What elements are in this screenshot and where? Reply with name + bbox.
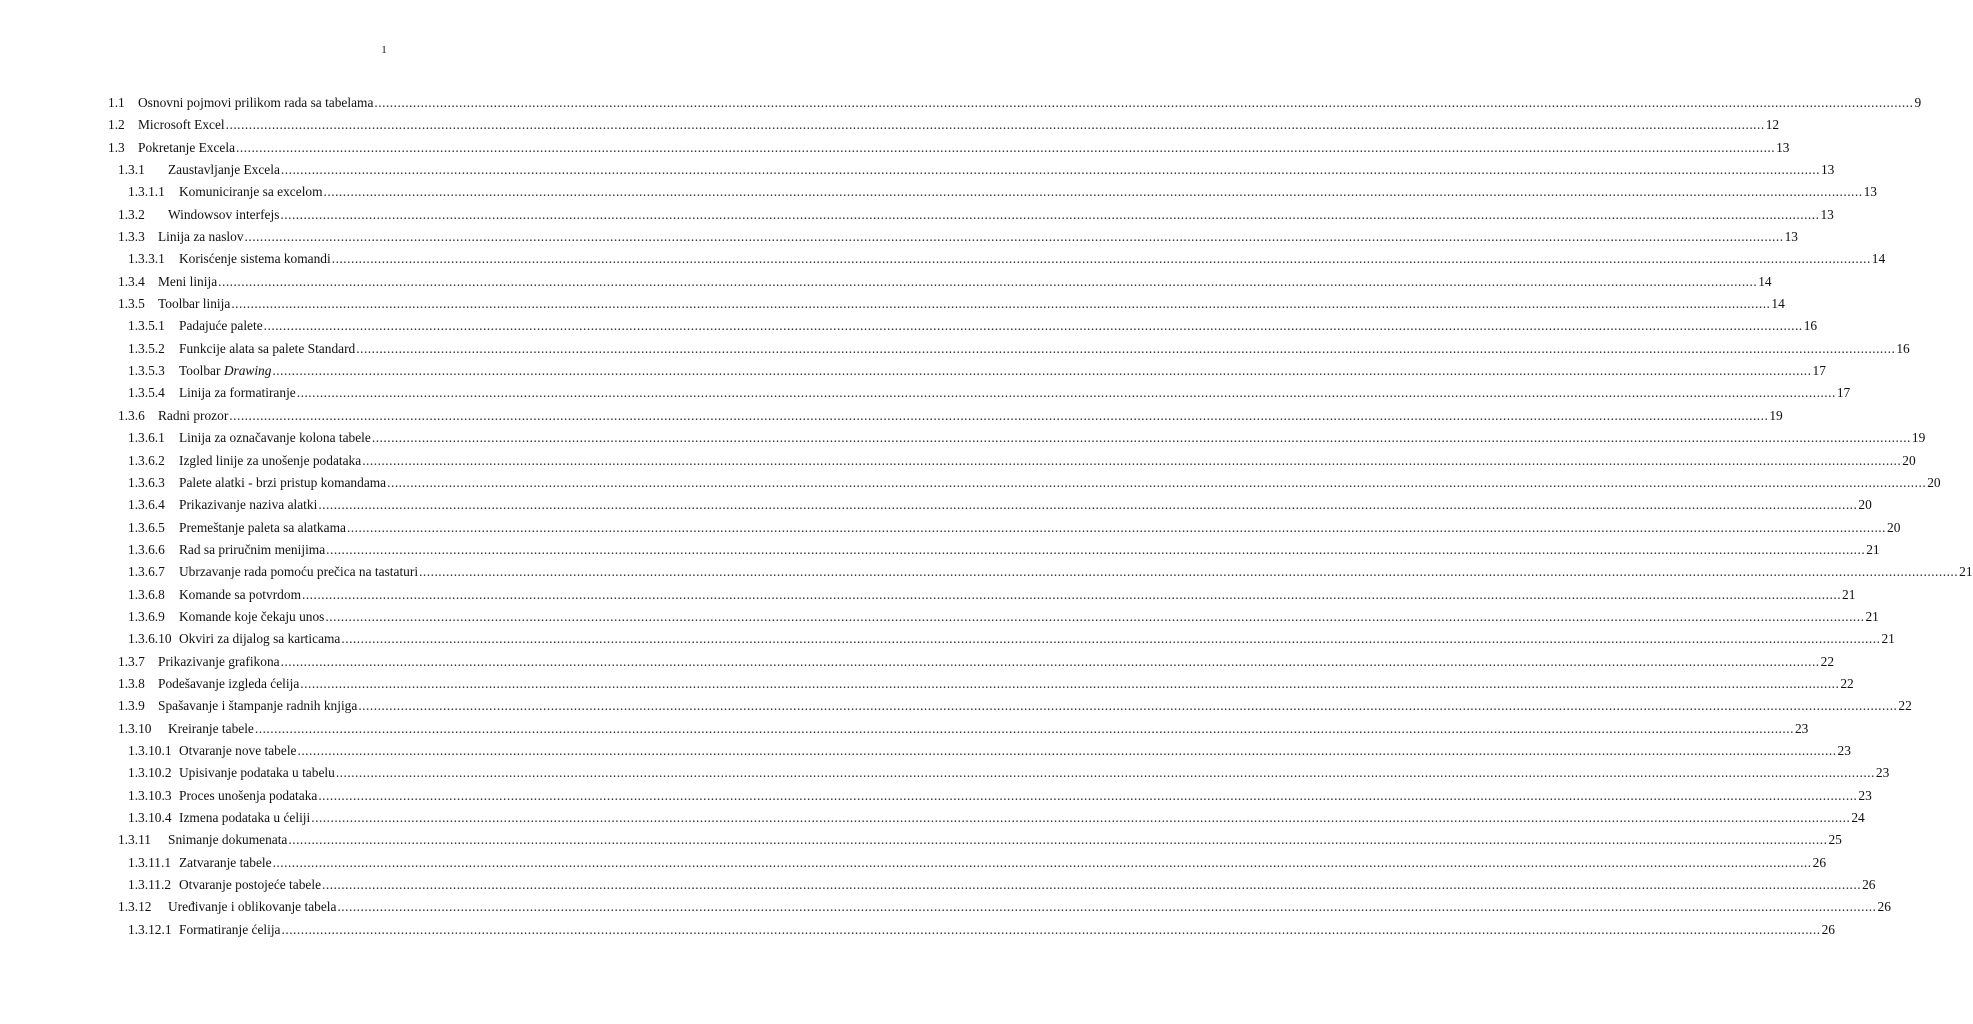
toc-entry[interactable] [108,874,1876,896]
toc-leader-dots: ................................................................................................................................................................................................................................................................................................................................................................................................................ [236,139,1776,155]
toc-entry-number: 1.3.6.3 [128,474,165,490]
toc-leader-dots: ................................................................................................................................................................................................................................................................................................................................................................................................................ [244,229,1784,245]
toc-entry-number: 1.3.1.1 [128,184,165,200]
toc-leader-dots: ................................................................................................................................................................................................................................................................................................................................................................................................................ [387,474,1927,490]
toc-entry-number: 1.3.6.8 [128,586,165,602]
toc-entry-title: Proces unošenja podataka [179,787,318,803]
toc-leader-dots: ................................................................................................................................................................................................................................................................................................................................................................................................................ [229,407,1769,423]
toc-entry-title: Meni linija [158,273,218,289]
toc-leader-dots: ................................................................................................................................................................................................................................................................................................................................................................................................................ [362,452,1902,468]
toc-leader-dots: ................................................................................................................................................................................................................................................................................................................................................................................................................ [374,95,1914,110]
toc-entry-title: Komande sa potvrdom [179,586,301,602]
toc-entry[interactable] [108,360,1826,382]
toc-entry-title: Radni prozor [158,407,229,423]
toc-leader-dots: ................................................................................................................................................................................................................................................................................................................................................................................................................ [280,653,1820,669]
toc-leader-dots: ................................................................................................................................................................................................................................................................................................................................................................................................................ [263,318,1803,334]
toc-entry-number: 1.3.11 [118,832,151,848]
toc-entry-page: 22 [1840,675,1854,691]
toc-entry-title: Microsoft Excel [138,117,225,133]
toc-entry[interactable] [108,807,1865,829]
toc-entry[interactable] [108,114,1780,136]
toc-entry-title: Toolbar Drawing [179,363,272,379]
toc-entry-number: 1.3.12.1 [128,921,172,937]
toc-entry[interactable] [108,472,1941,494]
toc-leader-dots: ................................................................................................................................................................................................................................................................................................................................................................................................................ [280,206,1820,222]
toc-entry-title: Linija za naslov [158,229,244,245]
toc-entry-title: Izgled linije za unošenje podataka [179,452,362,468]
toc-entry[interactable] [108,181,1877,203]
toc-entry-title: Rad sa priručnim menijima [179,541,326,557]
toc-entry-page: 21 [1865,608,1879,624]
toc-entry-title: Kreiranje tabele [168,720,254,736]
toc-entry-number: 1.3.9 [118,698,145,714]
toc-entry-page: 26 [1812,854,1827,870]
toc-leader-dots: ................................................................................................................................................................................................................................................................................................................................................................................................................ [323,184,1863,200]
toc-entry-title: Osnovni pojmovi prilikom rada sa tabelama [138,95,374,110]
toc-entry-title: Spašavanje i štampanje radnih knjiga [158,698,358,714]
toc-entry-number: 1.3.8 [118,675,145,691]
toc-entry-title: Ubrzavanje rada pomoću prečica na tastaturi [179,564,419,580]
toc-leader-dots: ................................................................................................................................................................................................................................................................................................................................................................................................................ [288,832,1828,848]
toc-leader-dots: ................................................................................................................................................................................................................................................................................................................................................................................................................ [272,363,1812,379]
toc-entry-title: Uređivanje i oblikovanje tabela [168,899,337,915]
toc-entry[interactable] [108,271,1772,293]
toc-entry-number: 1.3.5.3 [128,363,165,379]
toc-leader-dots: ................................................................................................................................................................................................................................................................................................................................................................................................................ [337,899,1877,915]
toc-entry-number: 1.3.5.4 [128,385,165,401]
toc-entry-page: 13 [1784,229,1798,245]
toc-entry[interactable] [108,695,1912,717]
toc-entry-number: 1.3.11.1 [128,854,172,870]
toc-entry-title: Podešavanje izgleda ćelija [158,675,300,691]
toc-entry-number: 1.3.6.4 [128,497,165,513]
toc-entry-title: Formatiranje ćelija [179,921,281,937]
toc-entry[interactable] [108,919,1835,941]
toc-entry-title: Zatvaranje tabele [179,854,272,870]
toc-entry-number: 1.3.10.1 [128,742,172,758]
toc-entry-number: 1.3.1 [118,162,145,178]
toc-entry-page: 23 [1837,742,1851,758]
toc-entry-page: 13 [1776,139,1790,155]
toc-leader-dots: ................................................................................................................................................................................................................................................................................................................................................................................................................ [297,742,1837,758]
toc-entry-number: 1.3.7 [118,653,145,669]
toc-entry-number: 1.3.10 [118,720,152,736]
toc-entry-title: Okviri za dijalog sa karticama [179,631,341,647]
toc-entry-title: Premeštanje paleta sa alatkama [179,519,346,535]
toc-entry-title: Toolbar linija [158,296,231,312]
toc-entry-page: 23 [1794,720,1809,736]
toc-entry-number: 1.3.10.2 [128,765,172,781]
toc-entry-page: 20 [1902,452,1916,468]
toc-entry[interactable] [108,829,1842,851]
toc-entry[interactable] [108,561,1973,583]
toc-leader-dots: ................................................................................................................................................................................................................................................................................................................................................................................................................ [300,675,1840,691]
toc-entry-number: 1.3.10.4 [128,810,172,825]
toc-entry[interactable] [108,494,1872,516]
toc-entry[interactable] [108,584,1856,606]
toc-leader-dots: ................................................................................................................................................................................................................................................................................................................................................................................................................ [358,698,1898,714]
toc-entry[interactable] [108,137,1790,159]
toc-entry-number: 1.1 [108,95,125,110]
toc-leader-dots: ................................................................................................................................................................................................................................................................................................................................................................................................................ [331,251,1871,267]
toc-leader-dots: ................................................................................................................................................................................................................................................................................................................................................................................................................ [419,564,1959,580]
toc-entry-page: 26 [1862,877,1876,893]
toc-entry[interactable] [108,450,1916,472]
toc-entry[interactable] [108,159,1835,181]
toc-leader-dots: ................................................................................................................................................................................................................................................................................................................................................................................................................ [346,519,1886,535]
toc-entry[interactable] [108,606,1879,628]
toc-entry[interactable] [108,293,1785,315]
toc-entry-page: 13 [1863,184,1877,200]
toc-entry[interactable] [108,226,1798,248]
toc-entry[interactable] [108,651,1835,673]
toc-leader-dots: ................................................................................................................................................................................................................................................................................................................................................................................................................ [371,430,1911,446]
toc-entry-page: 23 [1875,765,1890,781]
toc-entry-page: 9 [1914,95,1922,110]
toc-entry-page: 19 [1911,430,1926,446]
toc-leader-dots: ................................................................................................................................................................................................................................................................................................................................................................................................................ [231,296,1771,312]
toc-entry-page: 26 [1821,921,1835,937]
toc-leader-dots: ................................................................................................................................................................................................................................................................................................................................................................................................................ [281,921,1821,937]
toc-entry[interactable] [108,673,1854,695]
toc-entry-page: 21 [1881,631,1895,647]
toc-leader-dots: ................................................................................................................................................................................................................................................................................................................................................................................................................ [318,787,1858,803]
toc-entry-page: 14 [1871,251,1886,267]
toc-entry-title: Prikazivanje grafikona [158,653,280,669]
toc-entry-page: 25 [1828,832,1842,848]
toc-entry-page: 22 [1898,698,1912,714]
toc-entry-page: 14 [1758,273,1772,289]
table-of-contents [108,92,1973,941]
toc-entry-title: Otvaranje postojeće tabele [179,877,322,893]
toc-entry-title: Funkcije alata sa palete Standard [179,340,356,356]
toc-entry-page: 22 [1820,653,1835,669]
toc-entry-page: 16 [1803,318,1818,334]
toc-entry-number: 1.3.6.5 [128,519,165,535]
toc-entry-page: 21 [1842,586,1856,602]
toc-entry-title: Izmena podataka u ćeliji [179,810,311,825]
toc-entry-number: 1.3.4 [118,273,145,289]
toc-entry-page: 21 [1959,564,1973,580]
toc-entry-number: 1.2 [108,117,125,133]
toc-entry-number: 1.3.10.3 [128,787,172,803]
toc-entry-page: 24 [1851,810,1865,825]
toc-entry-title: Otvaranje nove tabele [179,742,297,758]
toc-entry-page: 14 [1771,296,1785,312]
toc-leader-dots: ................................................................................................................................................................................................................................................................................................................................................................................................................ [254,720,1794,736]
toc-entry-number: 1.3.2 [118,206,145,222]
toc-entry-number: 1.3.5.1 [128,318,165,334]
toc-entry-number: 1.3.6.6 [128,541,165,557]
toc-entry-number: 1.3.6.1 [128,430,165,446]
toc-entry[interactable] [108,852,1827,874]
toc-entry[interactable] [108,718,1809,740]
toc-entry-title: Padajuće palete [179,318,263,334]
toc-leader-dots: ................................................................................................................................................................................................................................................................................................................................................................................................................ [225,117,1765,133]
toc-entry-number: 1.3.6.10 [128,631,172,647]
toc-leader-dots: ................................................................................................................................................................................................................................................................................................................................................................................................................ [280,162,1820,178]
toc-entry-page: 16 [1896,340,1910,356]
toc-entry-number: 1.3.5 [118,296,145,312]
toc-entry-page: 21 [1866,541,1880,557]
toc-entry-title: Zaustavljanje Excela [168,162,280,178]
toc-entry-title: Korisćenje sistema komandi [179,251,331,267]
toc-entry-number: 1.3.6.2 [128,452,165,468]
toc-entry-page: 13 [1820,162,1835,178]
toc-entry-title: Komande koje čekaju unos [179,608,325,624]
toc-entry-number: 1.3.6.7 [128,564,165,580]
toc-leader-dots: ................................................................................................................................................................................................................................................................................................................................................................................................................ [218,273,1758,289]
toc-entry[interactable] [108,338,1910,360]
toc-entry[interactable] [108,740,1851,762]
toc-leader-dots: ................................................................................................................................................................................................................................................................................................................................................................................................................ [341,631,1881,647]
toc-entry-number: 1.3.3 [118,229,145,245]
toc-entry[interactable] [108,539,1880,561]
toc-entry-number: 1.3.6 [118,407,145,423]
page-number: 1 [381,44,387,56]
toc-entry-title: Komuniciranje sa excelom [179,184,323,200]
toc-entry-title: Palete alatki - brzi pristup komandama [179,474,387,490]
toc-leader-dots: ................................................................................................................................................................................................................................................................................................................................................................................................................ [326,541,1866,557]
toc-entry-page: 12 [1765,117,1780,133]
toc-entry[interactable] [108,248,1886,270]
toc-entry[interactable] [108,92,1922,114]
toc-entry[interactable] [108,427,1926,449]
toc-entry-title: Windowsov interfejs [168,206,280,222]
toc-entry-page: 23 [1858,787,1872,803]
toc-entry-page: 26 [1877,899,1891,915]
toc-entry[interactable] [108,405,1783,427]
toc-entry-number: 1.3.11.2 [128,877,172,893]
toc-entry-page: 17 [1836,385,1851,401]
toc-entry-page: 20 [1858,497,1872,513]
toc-entry[interactable] [108,896,1891,918]
toc-entry-number: 1.3.6.9 [128,608,165,624]
toc-entry-number: 1.3.5.2 [128,340,165,356]
toc-entry-number: 1.3.12 [118,899,152,915]
toc-entry-number: 1.3 [108,139,125,155]
toc-entry-page: 19 [1769,407,1783,423]
toc-entry-title: Snimanje dokumenata [168,832,288,848]
toc-entry-page: 17 [1812,363,1826,379]
toc-entry-title: Linija za označavanje kolona tabele [179,430,371,446]
toc-entry[interactable] [108,204,1834,226]
toc-leader-dots: ................................................................................................................................................................................................................................................................................................................................................................................................................ [322,877,1862,893]
toc-entry[interactable] [108,762,1890,784]
toc-leader-dots: ................................................................................................................................................................................................................................................................................................................................................................................................................ [311,810,1851,825]
toc-entry[interactable] [108,315,1818,337]
toc-entry[interactable] [108,785,1872,807]
toc-entry-title: Upisivanje podataka u tabelu [179,765,335,781]
toc-entry-page: 20 [1887,519,1901,535]
toc-leader-dots: ................................................................................................................................................................................................................................................................................................................................................................................................................ [301,586,1842,602]
toc-leader-dots: ................................................................................................................................................................................................................................................................................................................................................................................................................ [296,385,1836,401]
toc-entry[interactable] [108,382,1851,404]
toc-leader-dots: ................................................................................................................................................................................................................................................................................................................................................................................................................ [272,854,1812,870]
toc-entry-number: 1.3.3.1 [128,251,165,267]
toc-leader-dots: ................................................................................................................................................................................................................................................................................................................................................................................................................ [318,497,1858,513]
toc-entry-title: Pokretanje Excela [138,139,236,155]
toc-entry-title: Linija za formatiranje [179,385,296,401]
toc-leader-dots: ................................................................................................................................................................................................................................................................................................................................................................................................................ [335,765,1875,781]
toc-entry-title: Prikazivanje naziva alatki [179,497,318,513]
toc-leader-dots: ................................................................................................................................................................................................................................................................................................................................................................................................................ [325,608,1865,624]
toc-entry[interactable] [108,628,1895,650]
toc-entry[interactable] [108,517,1901,539]
toc-leader-dots: ................................................................................................................................................................................................................................................................................................................................................................................................................ [356,340,1896,356]
toc-entry-page: 13 [1820,206,1834,222]
toc-entry-page: 20 [1927,474,1941,490]
